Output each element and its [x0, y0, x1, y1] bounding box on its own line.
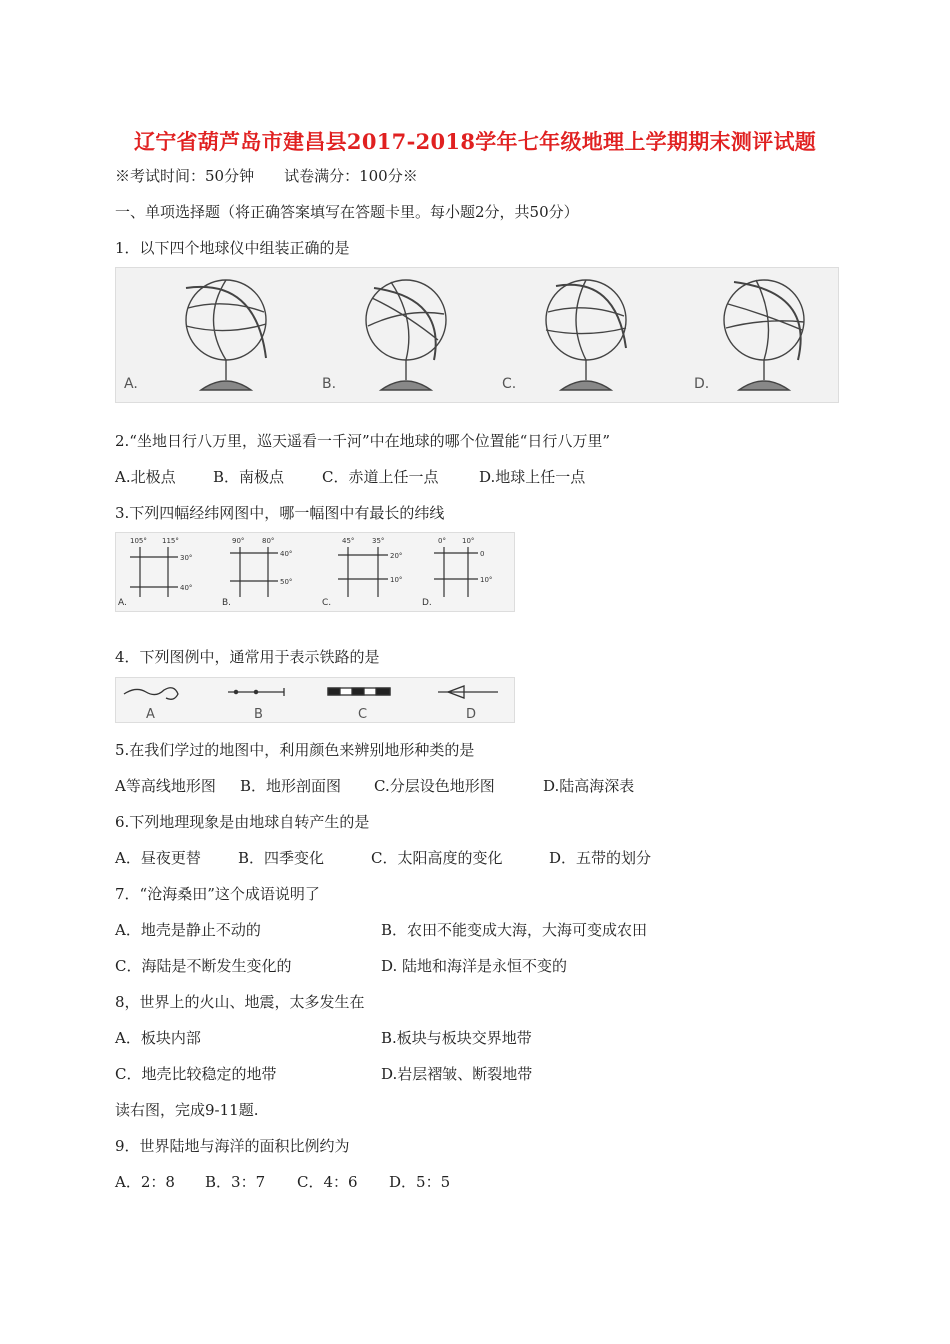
globes-illustration: [116, 268, 838, 402]
q6-option-a: A．昼夜更替: [115, 849, 201, 867]
line-dot-symbol-icon: [228, 688, 284, 696]
read-figure-note: 读右图，完成9-11题.: [115, 1101, 259, 1119]
globe-c-label: C.: [502, 376, 517, 392]
question-3-stem: 3.下列四幅经纬网图中，哪一幅图中有最长的纬线: [115, 504, 445, 522]
svg-text:45°: 45°: [342, 537, 355, 545]
q6-option-c: C．太阳高度的变化: [371, 849, 503, 867]
svg-text:D.: D.: [422, 598, 432, 608]
q2-option-b: B．南极点: [213, 468, 285, 486]
q2-option-d: D.地球上任一点: [479, 468, 586, 486]
q5-option-b: B．地形剖面图: [240, 777, 342, 795]
svg-text:90°: 90°: [232, 537, 245, 545]
globe-a-icon: [186, 280, 266, 390]
svg-text:0°: 0°: [438, 537, 446, 545]
q9-option-b: B．3：7: [205, 1173, 266, 1191]
q5-option-a: A等高线地形图: [115, 777, 216, 795]
globe-b-icon: [366, 280, 446, 390]
railway-symbol-icon: [328, 688, 390, 695]
legend-symbols-figure: [115, 677, 515, 723]
arrow-symbol-icon: [438, 686, 498, 698]
question-1-stem: 1．以下四个地球仪中组装正确的是: [115, 239, 350, 257]
q7-option-c: C．海陆是不断发生变化的: [115, 957, 292, 975]
q9-option-d: D．5：5: [389, 1173, 451, 1191]
q5-option-d: D.陆高海深表: [543, 777, 635, 795]
globe-b-label: B.: [322, 376, 337, 392]
legend-label-b: B: [254, 707, 263, 722]
graticule-panels: [116, 533, 514, 611]
q8-option-d: D.岩层褶皱、断裂地带: [381, 1065, 533, 1083]
q7-option-b: B．农田不能变成大海，大海可变成农田: [381, 921, 648, 939]
question-7-stem: 7．“沧海桑田”这个成语说明了: [115, 885, 320, 903]
question-5-stem: 5.在我们学过的地图中，利用颜色来辨别地形种类的是: [115, 741, 475, 759]
svg-text:35°: 35°: [372, 537, 385, 545]
svg-text:10°: 10°: [390, 576, 403, 584]
legend-label-c: C: [358, 707, 368, 722]
graticule-figure: [115, 532, 515, 612]
svg-text:40°: 40°: [280, 550, 293, 558]
globe-d-icon: [724, 280, 804, 390]
q9-option-a: A．2：8: [115, 1173, 175, 1191]
legend-label-d: D: [466, 707, 477, 722]
svg-text:10°: 10°: [462, 537, 475, 545]
boundary-symbol-icon: [124, 688, 178, 700]
section-heading: 一、单项选择题（将正确答案填写在答题卡里。每小题2分，共50分）: [115, 203, 579, 221]
q8-option-a: A．板块内部: [115, 1029, 201, 1047]
q8-option-c: C．地壳比较稳定的地带: [115, 1065, 277, 1083]
question-9-stem: 9．世界陆地与海洋的面积比例约为: [115, 1137, 350, 1155]
svg-text:A.: A.: [118, 598, 127, 608]
globe-c-icon: [546, 280, 626, 390]
legend-label-a: A: [146, 707, 155, 722]
globe-a-label: A.: [124, 376, 138, 392]
q7-option-a: A．地壳是静止不动的: [115, 921, 261, 939]
globe-d-label: D.: [694, 376, 710, 392]
svg-text:40°: 40°: [180, 584, 193, 592]
svg-text:C.: C.: [322, 598, 332, 608]
exam-info: ※考试时间：50分钟 试卷满分：100分※: [115, 167, 418, 185]
svg-text:115°: 115°: [162, 537, 179, 545]
svg-text:10°: 10°: [480, 576, 493, 584]
q8-option-b: B.板块与板块交界地带: [381, 1029, 532, 1047]
svg-text:30°: 30°: [180, 554, 193, 562]
svg-text:20°: 20°: [390, 552, 403, 560]
q2-option-c: C．赤道上任一点: [322, 468, 439, 486]
question-8-stem: 8，世界上的火山、地震，太多发生在: [115, 993, 365, 1011]
q2-option-a: A.北极点: [115, 468, 176, 486]
q7-option-d: D. 陆地和海洋是永恒不变的: [381, 957, 568, 975]
q6-option-d: D．五带的划分: [549, 849, 652, 867]
question-6-stem: 6.下列地理现象是由地球自转产生的是: [115, 813, 370, 831]
q9-option-c: C．4：6: [297, 1173, 358, 1191]
svg-text:50°: 50°: [280, 578, 293, 586]
svg-text:B.: B.: [222, 598, 232, 608]
svg-text:0: 0: [480, 550, 485, 558]
q5-option-c: C.分层设色地形图: [374, 777, 495, 795]
question-2-stem: 2.“坐地日行八万里，巡天遥看一千河”中在地球的哪个位置能“日行八万里”: [115, 432, 610, 450]
svg-text:80°: 80°: [262, 537, 275, 545]
globes-figure: [115, 267, 839, 403]
q6-option-b: B．四季变化: [238, 849, 325, 867]
page-title: 辽宁省葫芦岛市建昌县2017-2018学年七年级地理上学期期末测评试题: [133, 129, 817, 154]
svg-text:105°: 105°: [130, 537, 147, 545]
legend-symbols: [116, 678, 514, 722]
question-4-stem: 4．下列图例中，通常用于表示铁路的是: [115, 648, 380, 666]
